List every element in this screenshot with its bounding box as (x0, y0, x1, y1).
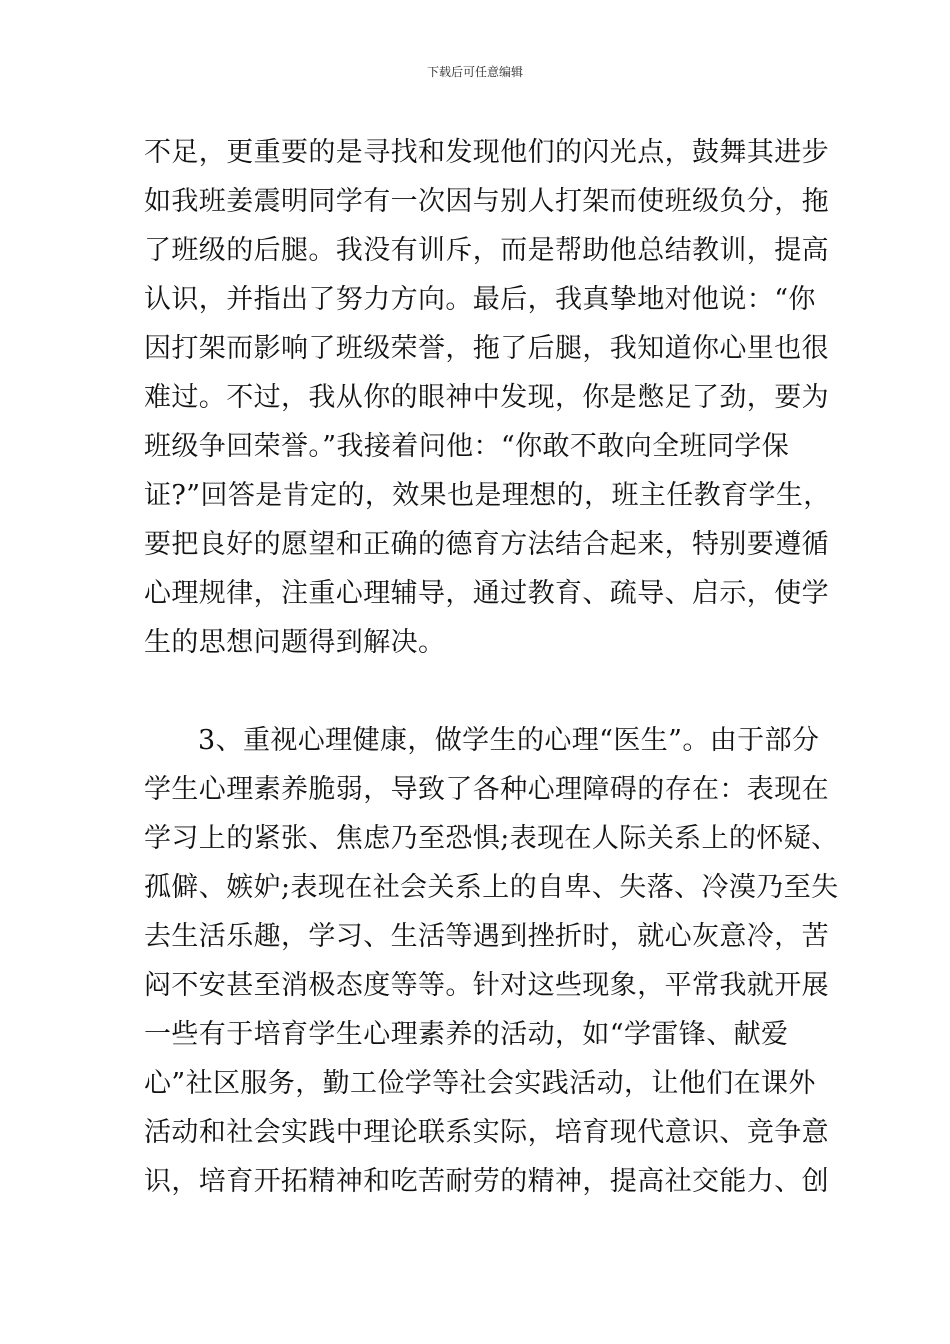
text-line: 心理规律，注重心理辅导，通过教育、疏导、启示，使学 (144, 578, 829, 609)
document-body (144, 128, 839, 1206)
paragraph-spacer (144, 667, 824, 716)
text-line: 学生心理素养脆弱，导致了各种心理障碍的存在：表现在 (144, 774, 829, 805)
paragraph-1 (144, 128, 831, 667)
text-line: 要把良好的愿望和正确的德育方法结合起来，特别要遵循 (144, 529, 829, 560)
text-line: 认识，并指出了努力方向。最后，我真挚地对他说：“你 (144, 284, 816, 315)
text-line: 难过。不过，我从你的眼神中发现，你是憋足了劲，要为 (144, 382, 829, 413)
text-line: 3、重视心理健康，做学生的心理“医生”。由于部分 (198, 725, 820, 756)
text-line: 如我班姜震明同学有一次因与别人打架而使班级负分，拖 (144, 186, 829, 217)
text-line: 闷不安甚至消极态度等等。针对这些现象，平常我就开展 (144, 970, 829, 1001)
text-line: 一些有于培育学生心理素养的活动，如“学雷锋、献爱 (144, 1019, 789, 1050)
text-line: 识，培育开拓精神和吃苦耐劳的精神，提高社交能力、创 (144, 1166, 829, 1197)
paragraph-2 (144, 716, 839, 1206)
text-line: 孤僻、嫉妒;表现在社会关系上的自卑、失落、冷漠乃至失 (144, 872, 839, 903)
text-line: 去生活乐趣，学习、生活等遇到挫折时，就心灰意冷，苦 (144, 921, 829, 952)
text-line: 学习上的紧张、焦虑乃至恐惧;表现在人际关系上的怀疑、 (144, 823, 839, 854)
text-line: 了班级的后腿。我没有训斥，而是帮助他总结教训，提高 (144, 235, 829, 266)
text-line: 生的思想问题得到解决。 (144, 627, 446, 658)
text-line: 班级争回荣誉。”我接着问他：“你敢不敢向全班同学保 (144, 431, 790, 462)
text-line: 证?”回答是肯定的，效果也是理想的，班主任教育学生， (144, 480, 831, 511)
text-line: 不足，更重要的是寻找和发现他们的闪光点，鼓舞其进步 (144, 137, 829, 168)
text-line: 因打架而影响了班级荣誉，拖了后腿，我知道你心里也很 (144, 333, 829, 364)
text-line: 活动和社会实践中理论联系实际，培育现代意识、竞争意 (144, 1117, 829, 1148)
text-line: 心”社区服务，勤工俭学等社会实践活动，让他们在课外 (144, 1068, 816, 1099)
page-header: 下载后可任意编辑 (426, 65, 523, 79)
